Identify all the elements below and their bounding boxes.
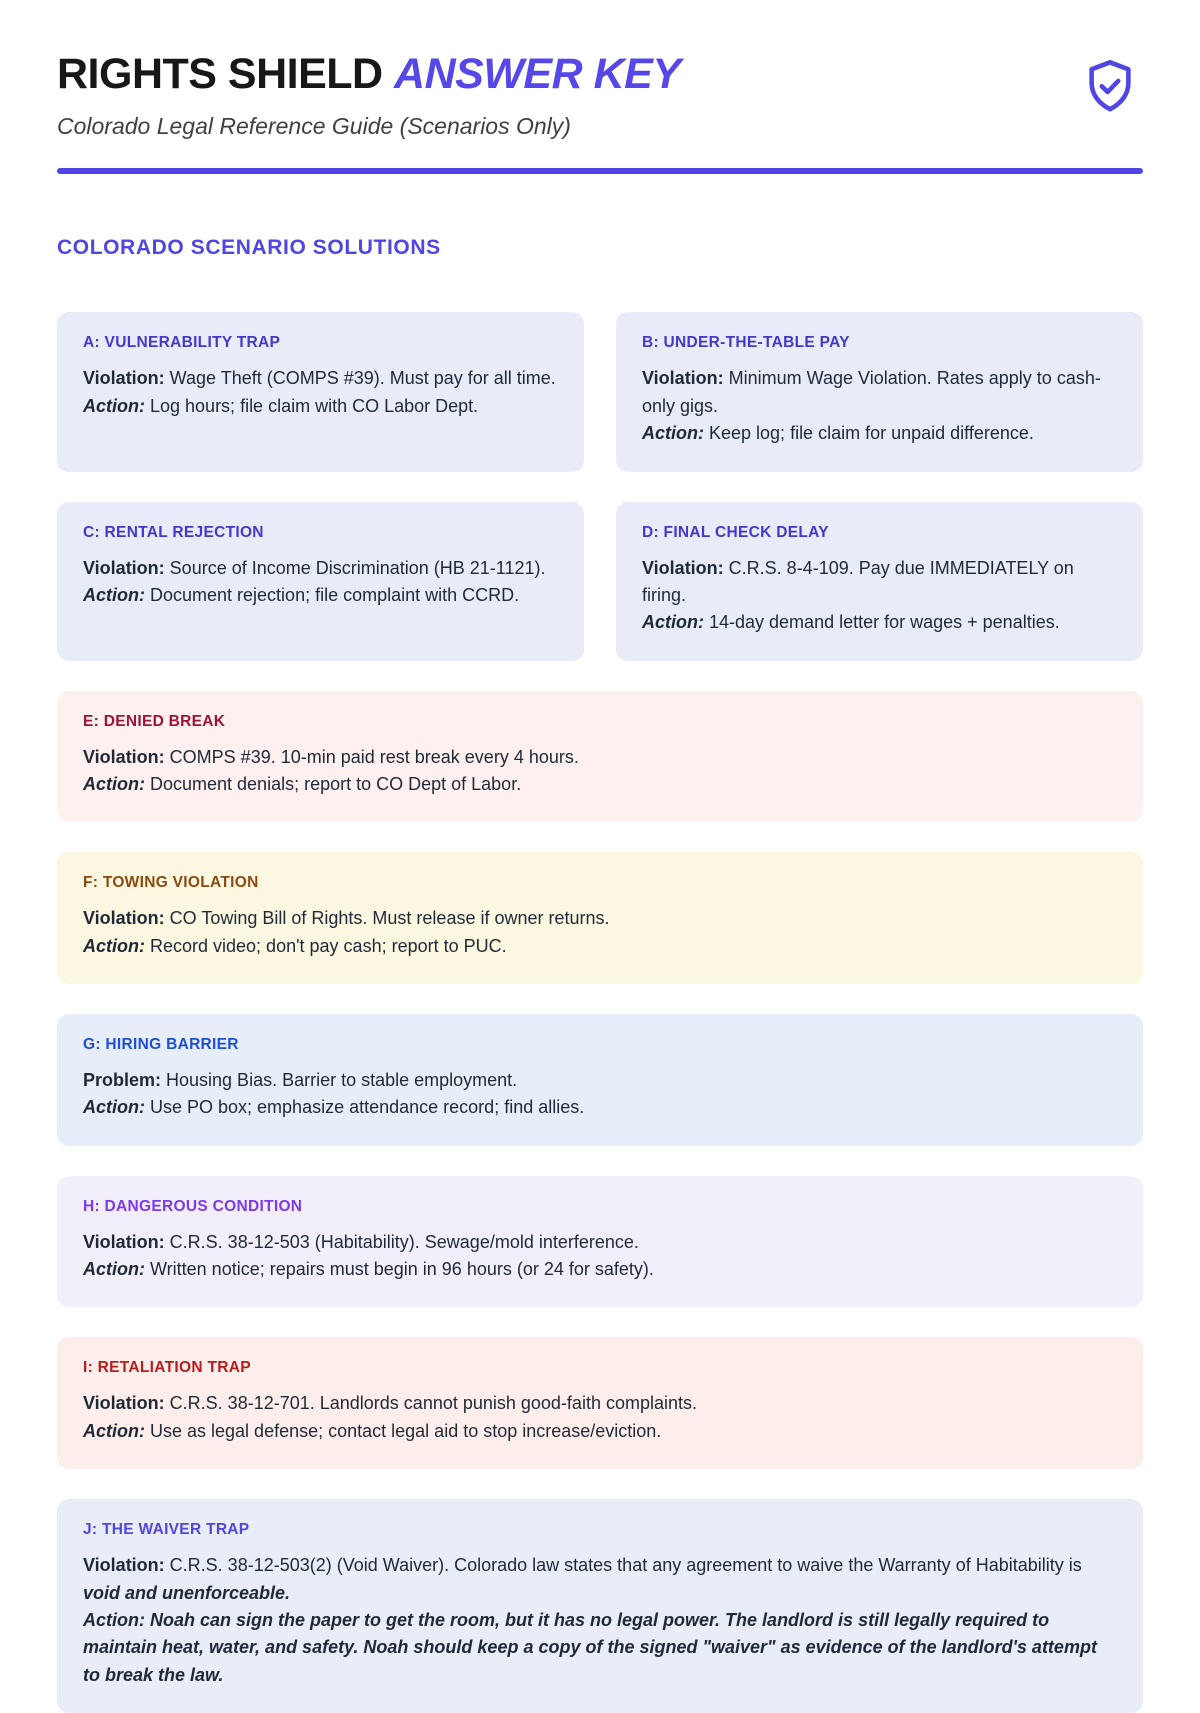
scenario-card-h — [57, 1176, 1143, 1308]
card-text-segment: Written notice; repairs must begin in 96 hours (or 24 for safety). — [145, 1259, 654, 1280]
card-text-segment: Action: — [83, 395, 145, 416]
scenario-card-d — [616, 502, 1143, 661]
card-text-segment: Violation: — [83, 368, 165, 389]
card-text-segment: Violation: — [83, 746, 165, 767]
card-text-segment: Action: — [83, 1259, 145, 1280]
card-text-segment: Violation: — [83, 1231, 165, 1252]
card-body — [83, 1067, 1117, 1122]
scenario-card-f — [57, 852, 1143, 984]
header — [57, 50, 1143, 140]
divider — [57, 168, 1143, 174]
title-main: RIGHTS SHIELD — [57, 50, 383, 98]
card-body — [83, 1229, 1117, 1284]
card-text-segment: Violation: — [642, 368, 724, 389]
card-text-segment: Violation: — [83, 908, 165, 929]
scenario-card-e — [57, 691, 1143, 823]
card-text-segment: Housing Bias. Barrier to stable employment. — [161, 1070, 518, 1091]
card-body — [642, 365, 1117, 447]
title-accent: ANSWER KEY — [394, 50, 681, 98]
scenario-card-c — [57, 502, 584, 661]
card-body — [83, 905, 1117, 960]
card-text-segment: Keep log; file claim for unpaid difference. — [704, 423, 1034, 444]
page-subtitle: Colorado Legal Reference Guide (Scenarios Only) — [57, 113, 571, 140]
card-text-segment: COMPS #39. 10-min paid rest break every 4 hours. — [164, 746, 579, 767]
card-text-segment: Action: — [83, 773, 145, 794]
card-text-segment: Violation: — [83, 557, 165, 578]
card-title: A: VULNERABILITY TRAP — [83, 334, 281, 352]
card-title: I: RETALIATION TRAP — [83, 1359, 251, 1377]
card-text-segment: Document rejection; file complaint with CCRD. — [145, 584, 520, 605]
card-body — [83, 555, 558, 610]
section-heading: COLORADO SCENARIO SOLUTIONS — [57, 236, 441, 260]
card-body — [83, 1390, 1117, 1445]
card-text-segment: 14-day demand letter for wages + penalties. — [704, 612, 1060, 633]
card-text-segment: Violation: — [83, 1393, 165, 1414]
card-text-segment: Action: Noah can sign the paper to get the room, but it has no legal power. The landlord is still legally required to maintain heat, water, and safety. Noah should keep a copy of the signed "waiver" as evidence of the landlord's attempt to break the law. — [83, 1609, 1097, 1685]
card-body — [83, 365, 558, 420]
card-body — [83, 744, 1117, 799]
card-text-segment: CO Towing Bill of Rights. Must release if owner returns. — [164, 908, 610, 929]
card-text-segment: Use as legal defense; contact legal aid to stop increase/eviction. — [145, 1420, 662, 1441]
card-text-segment: Action: — [83, 935, 145, 956]
card-text-segment: Action: — [642, 423, 704, 444]
card-text-segment: Action: — [83, 1420, 145, 1441]
card-body — [83, 1552, 1117, 1689]
card-text-segment: Violation: — [642, 557, 724, 578]
card-title: B: UNDER-THE-TABLE PAY — [642, 334, 850, 352]
card-body — [642, 555, 1117, 637]
card-text-segment: Minimum Wage Violation. Rates apply to cash-only gigs. — [642, 368, 1101, 416]
card-text-segment: C.R.S. 38-12-701. Landlords cannot punish good-faith complaints. — [164, 1393, 697, 1414]
card-title: G: HIRING BARRIER — [83, 1036, 239, 1054]
card-text-segment: Action: — [83, 1097, 145, 1118]
card-text-segment: Use PO box; emphasize attendance record; find allies. — [145, 1097, 585, 1118]
scenario-card-a — [57, 312, 584, 471]
card-text-segment: Action: — [83, 584, 145, 605]
card-text-segment: Log hours; file claim with CO Labor Dept. — [145, 395, 479, 416]
card-text-segment: Violation: — [83, 1555, 165, 1576]
header-text — [57, 50, 681, 140]
card-title: E: DENIED BREAK — [83, 712, 226, 730]
scenario-card-i — [57, 1337, 1143, 1469]
card-text-segment: C.R.S. 38-12-503 (Habitability). Sewage/mold interference. — [164, 1231, 639, 1252]
scenario-card-b — [616, 312, 1143, 471]
card-title: H: DANGEROUS CONDITION — [83, 1197, 303, 1215]
scenario-cards — [57, 312, 1143, 1713]
card-text-segment: Action: — [642, 612, 704, 633]
shield-check-icon — [1081, 56, 1139, 121]
card-title: C: RENTAL REJECTION — [83, 523, 264, 541]
card-text-segment: Wage Theft (COMPS #39). Must pay for all time. — [164, 368, 556, 389]
card-title: J: THE WAIVER TRAP — [83, 1521, 250, 1539]
card-text-segment: Record video; don't pay cash; report to PUC. — [145, 935, 507, 956]
card-text-segment: Source of Income Discrimination (HB 21-1121). — [164, 557, 546, 578]
card-text-segment: Problem: — [83, 1070, 162, 1091]
scenario-card-j — [57, 1499, 1143, 1713]
scenario-card-g — [57, 1014, 1143, 1146]
card-text-segment: C.R.S. 38-12-503(2) (Void Waiver). Colorado law states that any agreement to waive the Warranty of Habitability is — [164, 1555, 1082, 1576]
card-text-segment: void and unenforceable. — [83, 1582, 291, 1603]
card-title: D: FINAL CHECK DELAY — [642, 523, 829, 541]
card-title: F: TOWING VIOLATION — [83, 874, 259, 892]
page-title — [57, 50, 681, 99]
card-text-segment: C.R.S. 8-4-109. Pay due IMMEDIATELY on firing. — [642, 557, 1074, 605]
card-text-segment: Document denials; report to CO Dept of Labor. — [145, 773, 522, 794]
